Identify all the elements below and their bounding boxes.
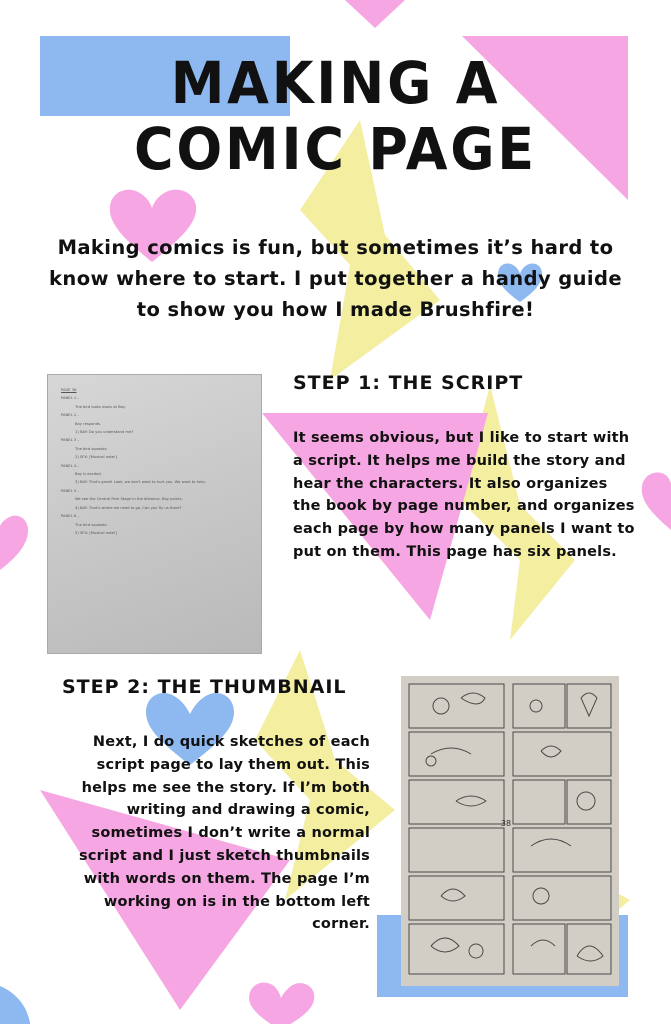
step1-heading: STEP 1: THE SCRIPT [293,372,524,394]
script-line: 5) SFX: [Musical note!] [75,530,117,535]
script-line: The bird looks down at Bay. [75,404,126,409]
script-line: 4) BAY: That's where we need to go. Can you fly us there? [75,505,182,510]
script-panel-label: PANEL 4 – [61,463,80,468]
script-panel-label: PANEL 1 – [61,396,80,401]
script-lines [61,396,254,536]
script-panel-label: PANEL 3 – [61,438,80,443]
step2-body: Next, I do quick sketches of each script page to lay them out. This helps me see the story. If I’m both writing and drawing a comic, sometimes I don’t write a normal script and I just sketch thumbnails with words on them. The page I’m working on is in the bottom left corner. [79,734,370,933]
script-line: Bay is excited. [75,472,102,477]
script-panel-label: PANEL 5 – [61,488,80,493]
pink-heart-bottom [249,983,314,1024]
script-page-label: PAGE 38 [61,388,77,392]
script-line: 2) SFX: [Musical note!] [75,455,117,460]
title-line-2: COMIC PAGE [134,115,537,183]
script-line: The bird squeaks. [75,522,108,527]
step1-body: It seems obvious, but I like to start with a script. It helps me build the story and hear the characters. It also organizes the book by page number, and organizes each page by how many panels I want to put on them. This page has six panels. [293,430,635,560]
intro-paragraph: Making comics is fun, but sometimes it’s hard to know where to start. I put together a handy guide to show you how I made Brushfire! [49,236,622,321]
thumbnail-sketch-drawing [401,676,619,986]
pink-heart-right-edge [642,473,671,531]
step2-heading: STEP 2: THE THUMBNAIL [62,676,347,698]
script-line: 3) BAY: That's great! Look, we don't want to hurt you. We want to help. [75,480,206,485]
script-line: Bay responds. [75,421,102,426]
title-line-1: MAKING A [170,49,501,117]
script-line: The bird squeaks. [75,446,108,451]
script-line: We see the Central Park Stage in the distance. Bay points. [75,497,183,502]
script-panel-label: PANEL 2 – [61,413,80,418]
pink-triangle-top-edge [345,0,405,28]
thumbnail-sketch-photo [401,676,619,986]
script-line: 1) BAY: Do you understand me? [75,430,134,435]
pink-heart-left-edge [0,516,28,570]
script-panel-label: PANEL 6 – [61,514,80,519]
thumbnail-page-number: 38 [500,819,512,828]
page-title [23,50,647,182]
blue-heart-bottom-left [0,986,30,1024]
script-photo [47,374,262,654]
